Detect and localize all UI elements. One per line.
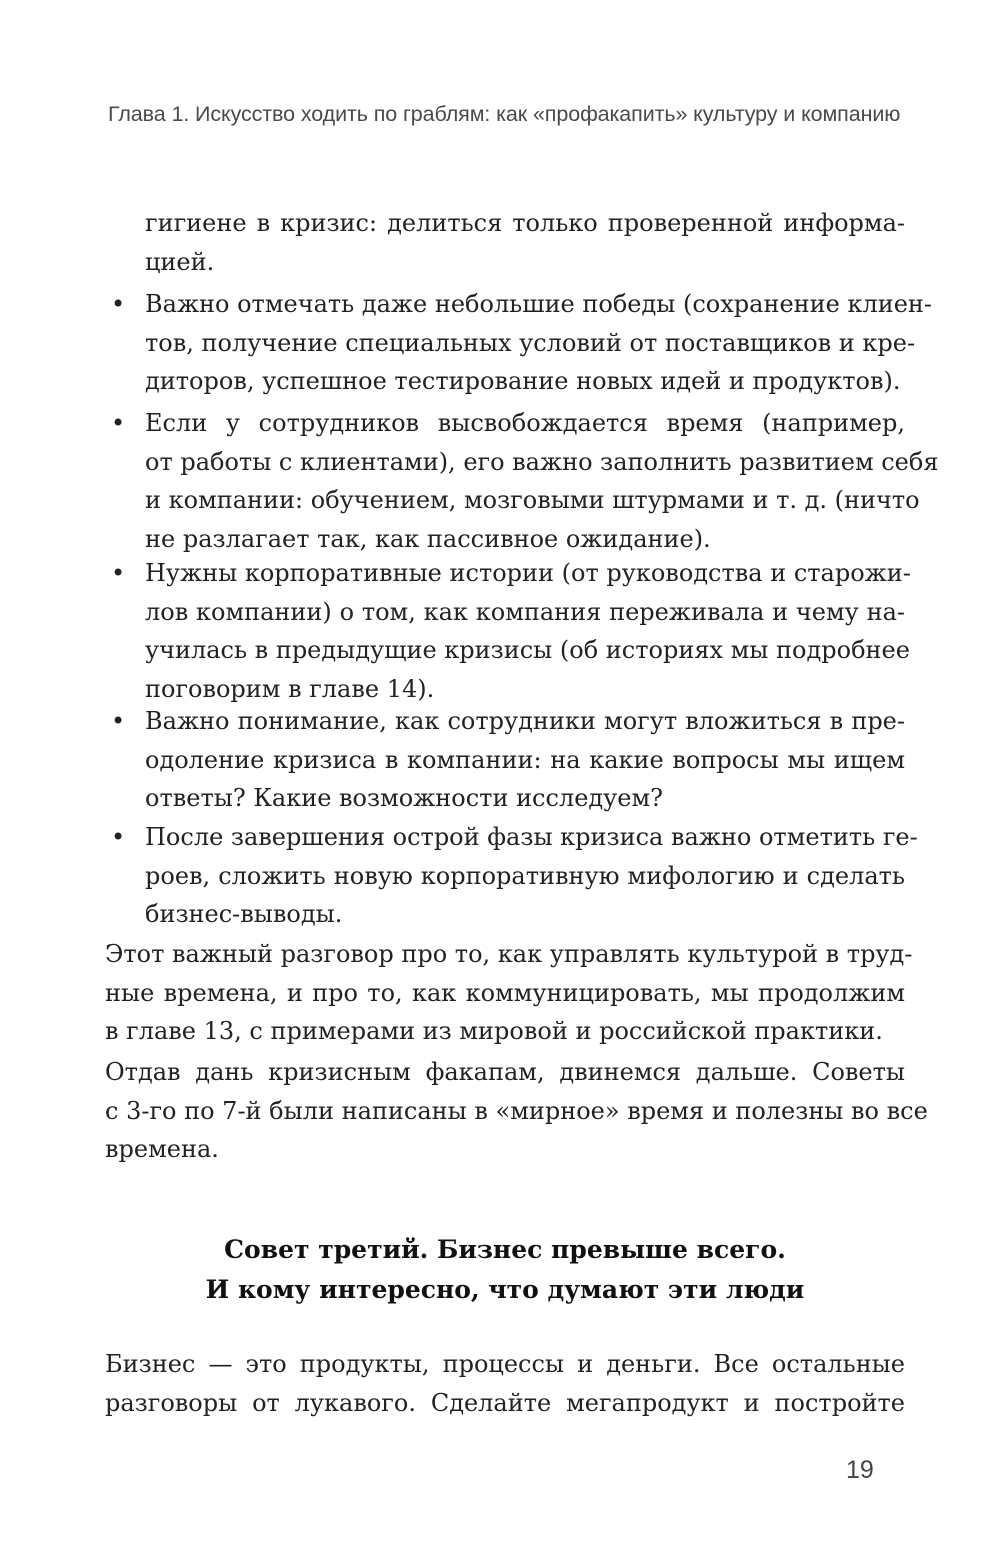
text-line: бизнес-выводы. [145, 900, 343, 928]
text-line: Если у сотрудников высвобождается время (например, [145, 409, 905, 437]
text-line: не разлагает так, как пассивное ожидание). [145, 524, 711, 553]
text-line: ные времена, и про то, как коммуницировать, мы продолжим [105, 978, 905, 1007]
paragraph [105, 935, 913, 1051]
bullet-item [105, 404, 939, 558]
bullet-marker: • [111, 290, 126, 318]
text-line: с 3-го по 7-й были написаны в «мирное» время и полезны во все [105, 1096, 928, 1125]
text-line: цией. [145, 247, 215, 276]
text-line: в главе 13, с примерами из мировой и российской практики. [105, 1017, 883, 1045]
paragraph [105, 1053, 928, 1169]
bullet-item [105, 285, 933, 401]
text-line: поговорим в главе 14). [145, 674, 435, 703]
section-heading [105, 1230, 905, 1310]
text-line: тов, получение специальных условий от поставщиков и кре- [145, 328, 916, 357]
text-line: Отдав дань кризисным факапам, двинемся дальше. Советы [105, 1058, 905, 1086]
bullet-marker: • [111, 409, 126, 437]
bullet-marker: • [111, 559, 126, 587]
bullet-marker: • [111, 823, 126, 851]
text-line: Этот важный разговор про то, как управлять культурой в труд- [105, 940, 913, 968]
continued-bullet [105, 204, 905, 281]
text-line: После завершения острой фазы кризиса важно отметить ге- [145, 823, 918, 851]
page-number: 19 [846, 1456, 874, 1484]
paragraph [105, 1345, 905, 1422]
text-line: училась в предыдущие кризисы (об историях мы подробнее [145, 636, 910, 664]
running-head: Глава 1. Искусство ходить по граблям: как «профакапить» культуру и компанию [108, 102, 901, 126]
text-line: времена. [105, 1135, 219, 1163]
text-line: Бизнес — это продукты, процессы и деньги. Все остальные [105, 1350, 905, 1378]
text-line: Важно понимание, как сотрудники могут вложиться в пре- [145, 707, 905, 735]
bullet-item [105, 554, 911, 708]
text-line: от работы с клиентами), его важно заполнить развитием себя [145, 447, 939, 476]
text-line: гигиене в кризис: делиться только проверенной информа- [145, 209, 905, 237]
text-line: роев, сложить новую корпоративную мифологию и сделать [145, 861, 905, 890]
bullet-item [105, 818, 918, 934]
text-line: ответы? Какие возможности исследуем? [145, 784, 664, 812]
section-heading-line: Совет третий. Бизнес превыше всего. [224, 1235, 786, 1264]
text-line: лов компании) о том, как компания переживала и чему на- [145, 597, 905, 626]
text-line: разговоры от лукавого. Сделайте мегапродукт и постройте [105, 1388, 905, 1417]
text-line: Нужны корпоративные истории (от руководства и старожи- [145, 559, 911, 587]
bullet-item [105, 702, 905, 818]
text-line: и компании: обучением, мозговыми штурмами и т. д. (ничто [145, 486, 920, 514]
text-line: диторов, успешное тестирование новых идей и продуктов). [145, 367, 901, 395]
bullet-marker: • [111, 707, 126, 735]
text-line: Важно отмечать даже небольшие победы (сохранение клиен- [145, 290, 933, 318]
text-line: одоление кризиса в компании: на какие вопросы мы ищем [145, 745, 905, 774]
section-heading-line: И кому интересно, что думают эти люди [205, 1275, 805, 1304]
